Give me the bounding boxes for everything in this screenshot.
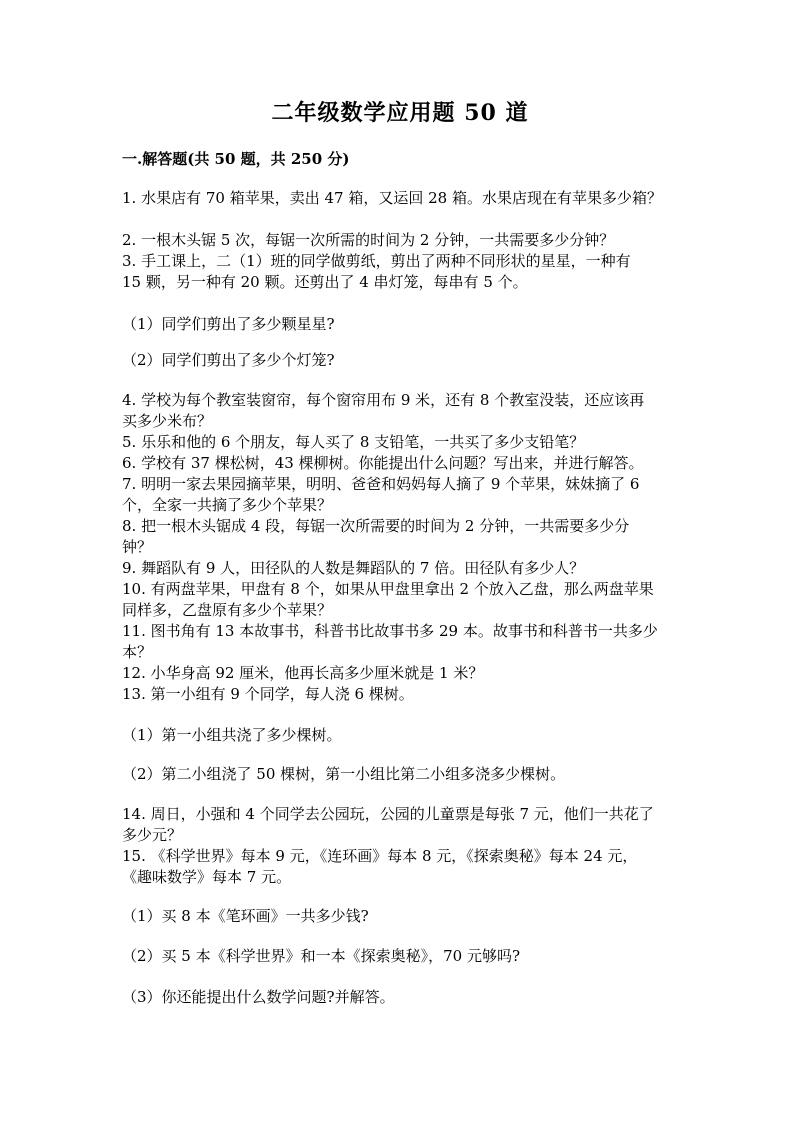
text-line: （3）你还能提出什么数学问题?并解答。 (122, 988, 395, 1006)
text-line: 同样多，乙盘原有多少个苹果？ (122, 601, 333, 619)
page-title: 二年级数学应用题 50 道 (271, 100, 529, 126)
text-line: 15. 《科学世界》每本 9 元，《连环画》每本 8 元，《探索奥秘》每本 24 元， (122, 847, 638, 865)
text-line: 12. 小华身高 92 厘米，他再长高多少厘米就是 1 米？ (122, 664, 484, 682)
text-line: （2）同学们剪出了多少个灯笼? (122, 351, 335, 369)
text-line: 8. 把一根木头锯成 4 段，每锯一次所需要的时间为 2 分钟，一共需要多少分 (122, 517, 630, 535)
text-line: 《趣味数学》每本 7 元。 (122, 868, 292, 886)
text-line: （1）买 8 本《笔环画》一共多少钱? (122, 907, 369, 925)
section-heading: 一.解答题(共 50 题，共 250 分) (122, 150, 350, 168)
text-line: 9. 舞蹈队有 9 人，田径队的人数是舞蹈队的 7 倍。田径队有多少人？ (122, 559, 585, 577)
text-line: 3. 手工课上，二（1）班的同学做剪纸，剪出了两种不同形状的星星，一种有 (122, 252, 631, 270)
text-line: 多少元？ (122, 826, 183, 844)
text-line: 钟？ (122, 538, 153, 556)
text-line: 本？ (122, 643, 153, 661)
text-line: 15 颗，另一种有 20 颗。还剪出了 4 串灯笼，每串有 5 个。 (122, 273, 528, 291)
text-line: 7. 明明一家去果园摘苹果，明明、爸爸和妈妈每人摘了 9 个苹果，妹妹摘了 6 (122, 475, 640, 493)
text-line: 11. 图书角有 13 本故事书，科普书比故事书多 29 本。故事书和科普书一共多少 (122, 622, 658, 640)
text-line: 买多少米布？ (122, 412, 213, 430)
text-line: 1. 水果店有 70 箱苹果，卖出 47 箱，又运回 28 箱。水果店现在有苹果多少箱？ (122, 189, 662, 207)
text-line: 14. 周日，小强和 4 个同学去公园玩，公园的儿童票是每张 7 元，他们一共花了 (122, 805, 654, 823)
text-line: （2）买 5 本《科学世界》和一本《探索奥秘》，70 元够吗? (122, 947, 521, 965)
text-line: 6. 学校有 37 棵松树，43 棵柳树。你能提出什么问题？写出来，并进行解答。 (122, 454, 644, 472)
text-line: 13. 第一小组有 9 个同学，每人浇 6 棵树。 (122, 685, 414, 703)
text-line: 10. 有两盘苹果，甲盘有 8 个，如果从甲盘里拿出 2 个放入乙盘，那么两盘苹果 (122, 580, 654, 598)
text-line: （1）第一小组共浇了多少棵树。 (122, 726, 342, 744)
text-line: 2. 一根木头锯 5 次，每锯一次所需的时间为 2 分钟，一共需要多少分钟？ (122, 231, 615, 249)
text-line: 5. 乐乐和他的 6 个朋友，每人买了 8 支铅笔，一共买了多少支铅笔？ (122, 433, 585, 451)
text-line: 个，全家一共摘了多少个苹果？ (122, 496, 333, 514)
text-line: （2）第二小组浇了 50 棵树，第一小组比第二小组多浇多少棵树。 (122, 765, 566, 783)
text-line: （1）同学们剪出了多少颗星星? (122, 315, 335, 333)
text-line: 4. 学校为每个教室装窗帘，每个窗帘用布 9 米，还有 8 个教室没装，还应该再 (122, 391, 645, 409)
